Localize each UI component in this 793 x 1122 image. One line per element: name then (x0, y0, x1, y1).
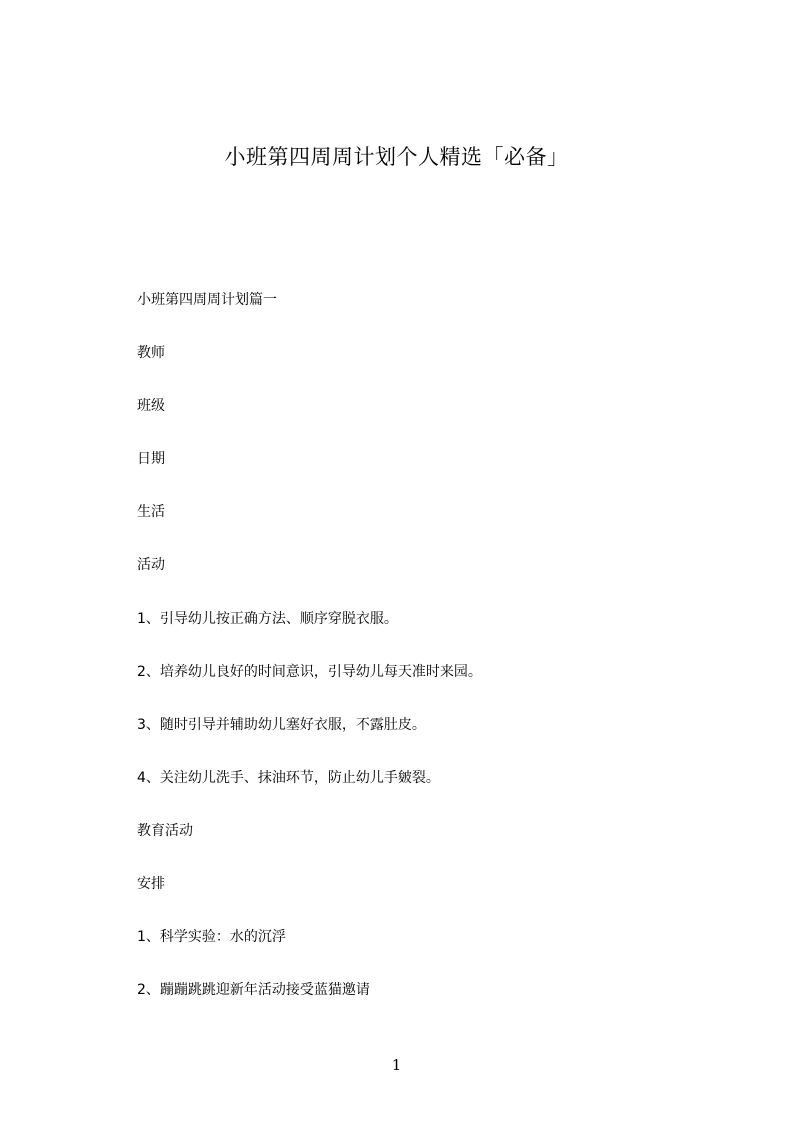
section-heading: 小班第四周周计划篇一 (137, 292, 277, 308)
field-label-class: 班级 (137, 398, 165, 415)
document-body (137, 288, 697, 1031)
list-item: 1、科学实验：水的沉浮 (137, 929, 286, 946)
list-item: 4、关注幼儿洗手、抹油环节，防止幼儿手皴裂。 (137, 769, 440, 786)
field-label-activity: 活动 (137, 557, 165, 574)
field-label-life: 生活 (137, 504, 165, 521)
list-item: 3、随时引导并辅助幼儿塞好衣服，不露肚皮。 (137, 716, 426, 733)
field-label-teacher: 教师 (137, 345, 165, 362)
list-item: 2、蹦蹦跳跳迎新年活动接受蓝猫邀请 (137, 982, 370, 999)
list-item: 2、培养幼儿良好的时间意识，引导幼儿每天准时来园。 (137, 663, 482, 680)
page-number: 1 (391, 1056, 402, 1074)
field-label-date: 日期 (137, 451, 165, 468)
list-item: 1、引导幼儿按正确方法、顺序穿脱衣服。 (137, 610, 398, 627)
field-label-arrangement: 安排 (137, 876, 165, 893)
field-label-education-activity: 教育活动 (137, 822, 193, 839)
document-title: 小班第四周周计划个人精选「必备」 (224, 145, 569, 169)
